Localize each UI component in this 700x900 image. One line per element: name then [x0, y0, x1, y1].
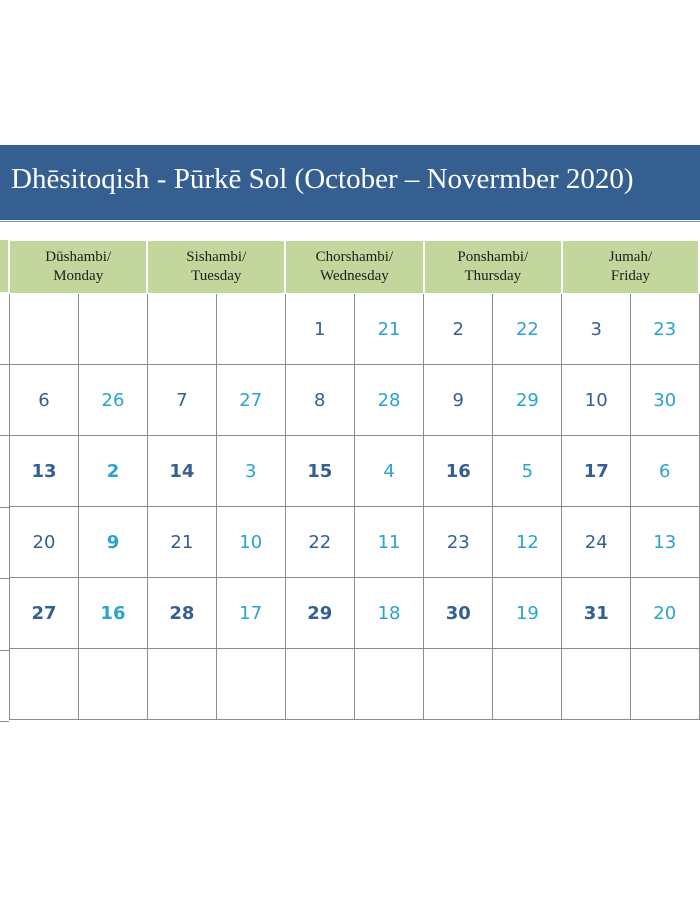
week-row [10, 507, 700, 578]
gregorian-date: 8 [285, 365, 354, 436]
weekday-english: Wednesday [320, 268, 389, 284]
gregorian-date: 30 [424, 578, 493, 649]
solar-date: 12 [493, 507, 562, 578]
weekday-local: Chorshambi/ [315, 249, 394, 265]
gregorian-date: 31 [562, 578, 631, 649]
weekday-english: Tuesday [191, 268, 242, 284]
weekday-local: Dūshambi/ [45, 249, 112, 265]
weekday-english: Monday [53, 268, 104, 284]
gregorian-date: 16 [424, 436, 493, 507]
header-edge-fragment [0, 240, 8, 292]
solar-date: 4 [354, 436, 423, 507]
gregorian-date: 28 [147, 578, 216, 649]
solar-date: 30 [631, 365, 700, 436]
gregorian-date: 29 [285, 578, 354, 649]
gregorian-date: 7 [147, 365, 216, 436]
grid-edge-line [0, 721, 9, 722]
gregorian-date [147, 294, 216, 365]
banner-divider [0, 221, 700, 222]
gregorian-date [10, 294, 79, 365]
weekday-header-thursday [424, 241, 562, 294]
grid-edge-line [0, 364, 9, 365]
solar-date: 10 [216, 507, 285, 578]
solar-date: 29 [493, 365, 562, 436]
solar-date: 23 [631, 294, 700, 365]
gregorian-date [147, 649, 216, 720]
gregorian-date: 24 [562, 507, 631, 578]
gregorian-date: 6 [10, 365, 79, 436]
gregorian-date: 3 [562, 294, 631, 365]
calendar-title: Dhēsitoqish - Pūrkē Sol (October – Novermber 2020) [11, 163, 634, 195]
weekday-local: Jumah/ [608, 249, 653, 265]
gregorian-date: 17 [562, 436, 631, 507]
grid-edge-line [0, 435, 9, 436]
solar-date [78, 649, 147, 720]
weekday-english: Thursday [464, 268, 522, 284]
solar-date: 22 [493, 294, 562, 365]
gregorian-date [424, 649, 493, 720]
solar-date: 18 [354, 578, 423, 649]
solar-date: 6 [631, 436, 700, 507]
gregorian-date: 27 [10, 578, 79, 649]
week-row [10, 649, 700, 720]
gregorian-date: 14 [147, 436, 216, 507]
gregorian-date: 13 [10, 436, 79, 507]
solar-date [216, 294, 285, 365]
gregorian-date: 21 [147, 507, 216, 578]
weekday-local: Sishambi/ [186, 249, 247, 265]
solar-date: 3 [216, 436, 285, 507]
weekday-english: Friday [610, 268, 651, 284]
solar-date: 2 [78, 436, 147, 507]
solar-date [354, 649, 423, 720]
weekday-header-wednesday [285, 241, 424, 294]
solar-date: 19 [493, 578, 562, 649]
solar-date [78, 294, 147, 365]
solar-date [493, 649, 562, 720]
solar-date: 20 [631, 578, 700, 649]
gregorian-date: 22 [285, 507, 354, 578]
gregorian-date: 9 [424, 365, 493, 436]
weekday-header-monday [10, 241, 148, 294]
solar-date: 21 [354, 294, 423, 365]
week-row [10, 578, 700, 649]
gregorian-date: 15 [285, 436, 354, 507]
solar-date [631, 649, 700, 720]
gregorian-date: 23 [424, 507, 493, 578]
weekday-local: Ponshambi/ [457, 249, 529, 265]
solar-date: 9 [78, 507, 147, 578]
gregorian-date: 20 [10, 507, 79, 578]
solar-date: 28 [354, 365, 423, 436]
weekday-header-friday [562, 241, 699, 294]
solar-date [216, 649, 285, 720]
solar-date: 13 [631, 507, 700, 578]
solar-date: 26 [78, 365, 147, 436]
gregorian-date: 10 [562, 365, 631, 436]
gregorian-date [10, 649, 79, 720]
gregorian-date: 2 [424, 294, 493, 365]
grid-edge-line [0, 578, 9, 579]
solar-date: 5 [493, 436, 562, 507]
gregorian-date [562, 649, 631, 720]
weekday-header-row [10, 241, 700, 294]
solar-date: 17 [216, 578, 285, 649]
calendar-grid [9, 240, 700, 720]
solar-date: 11 [354, 507, 423, 578]
solar-date: 27 [216, 365, 285, 436]
week-row [10, 365, 700, 436]
weekday-header-tuesday [147, 241, 285, 294]
week-row [10, 436, 700, 507]
grid-edge-line [0, 507, 9, 508]
grid-edge-line [0, 650, 9, 651]
solar-date: 16 [78, 578, 147, 649]
gregorian-date: 1 [285, 294, 354, 365]
week-row [10, 294, 700, 365]
gregorian-date [285, 649, 354, 720]
